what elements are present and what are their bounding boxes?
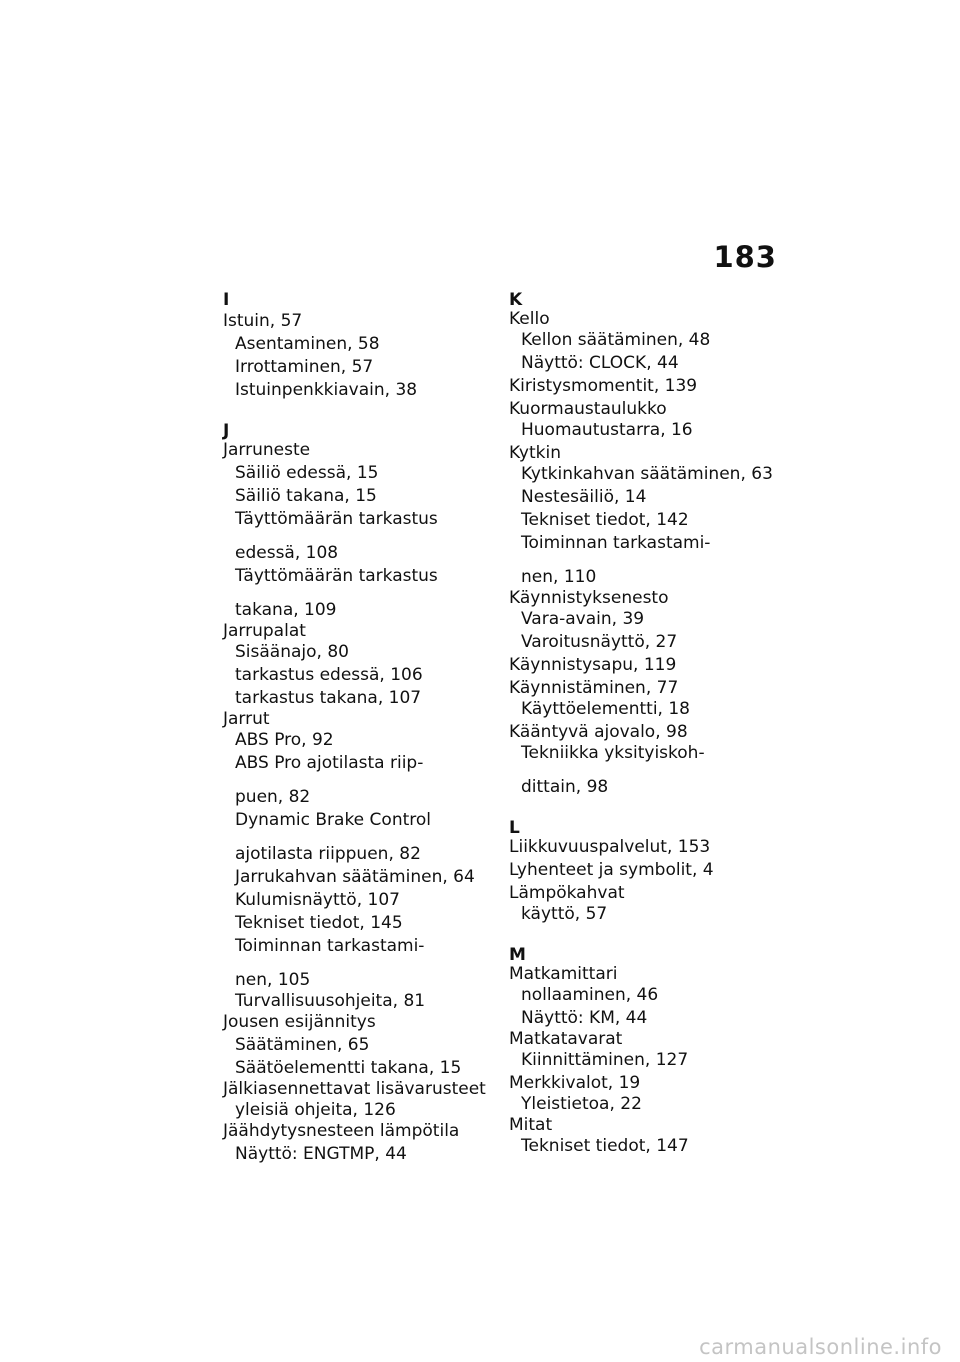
index-subentry: tarkastus takana, 107 bbox=[235, 688, 422, 708]
index-letter-k: K bbox=[509, 290, 523, 310]
index-subentry: Tekniset tiedot, 142 bbox=[521, 510, 689, 530]
index-subentry: Turvallisuusohjeita, 81 bbox=[235, 991, 426, 1011]
index-entry: Matkatavarat bbox=[509, 1029, 623, 1049]
index-subentry: Säiliö edessä, 15 bbox=[235, 463, 379, 483]
index-subentry: Toiminnan tarkastami- bbox=[521, 533, 711, 553]
index-entry: Käynnistyksenesto bbox=[509, 588, 669, 608]
index-subentry: tarkastus edessä, 106 bbox=[235, 665, 423, 685]
index-entry: Kytkin bbox=[509, 443, 561, 463]
index-subentry: Tekniikka yksityiskoh- bbox=[521, 743, 705, 763]
index-subentry: Dynamic Brake Control bbox=[235, 810, 431, 830]
index-subentry-continued: nen, 110 bbox=[521, 567, 597, 587]
index-subentry: Huomautustarra, 16 bbox=[521, 420, 693, 440]
index-subentry: ABS Pro ajotilasta riip- bbox=[235, 753, 424, 773]
index-letter-l: L bbox=[509, 818, 520, 838]
index-subentry: nollaaminen, 46 bbox=[521, 985, 659, 1005]
index-entry: Lämpökahvat bbox=[509, 883, 625, 903]
index-entry: Kuormaustaulukko bbox=[509, 399, 667, 419]
index-subentry: Kellon säätäminen, 48 bbox=[521, 330, 711, 350]
page-number: 183 bbox=[713, 240, 777, 274]
index-subentry: ABS Pro, 92 bbox=[235, 730, 334, 750]
index-subentry: Täyttömäärän tarkastus bbox=[235, 566, 438, 586]
index-entry: Käynnistäminen, 77 bbox=[509, 678, 679, 698]
index-subentry: Käyttöelementti, 18 bbox=[521, 699, 690, 719]
index-subentry: Näyttö: KM, 44 bbox=[521, 1008, 648, 1028]
index-subentry: Tekniset tiedot, 147 bbox=[521, 1136, 689, 1156]
index-entry: Käynnistysapu, 119 bbox=[509, 655, 677, 675]
index-subentry: Näyttö: CLOCK, 44 bbox=[521, 353, 679, 373]
index-subentry: Yleistietoa, 22 bbox=[521, 1094, 642, 1114]
index-subentry: Toiminnan tarkastami- bbox=[235, 936, 425, 956]
index-subentry: Täyttömäärän tarkastus bbox=[235, 509, 438, 529]
index-letter-j: J bbox=[223, 421, 230, 441]
index-entry: Jarrut bbox=[223, 709, 270, 729]
index-subentry: Säätäminen, 65 bbox=[235, 1035, 370, 1055]
index-subentry: käyttö, 57 bbox=[521, 904, 608, 924]
index-subentry: Kiinnittäminen, 127 bbox=[521, 1050, 689, 1070]
index-subentry-continued: puen, 82 bbox=[235, 787, 311, 807]
index-subentry: Tekniset tiedot, 145 bbox=[235, 913, 403, 933]
index-column-left bbox=[223, 290, 485, 1165]
index-subentry: Asentaminen, 58 bbox=[235, 334, 380, 354]
index-entry: Jousen esijännitys bbox=[223, 1012, 376, 1032]
index-entry: Jälkiasennettavat lisävarusteet bbox=[223, 1079, 486, 1099]
index-letter-m: M bbox=[509, 945, 526, 965]
watermark-text: carmanualsonline.info bbox=[699, 1335, 942, 1359]
index-entry: Jarrupalat bbox=[223, 621, 306, 641]
index-entry: Liikkuvuuspalvelut, 153 bbox=[509, 837, 711, 857]
index-subentry: Säiliö takana, 15 bbox=[235, 486, 377, 506]
index-entry: Jäähdytysnesteen lämpötila bbox=[223, 1121, 460, 1141]
index-subentry: yleisiä ohjeita, 126 bbox=[235, 1100, 396, 1120]
index-entry: Kello bbox=[509, 309, 550, 329]
index-subentry: Vara-avain, 39 bbox=[521, 609, 645, 629]
index-subentry-continued: dittain, 98 bbox=[521, 777, 609, 797]
index-subentry: Sisäänajo, 80 bbox=[235, 642, 349, 662]
index-column-right bbox=[509, 290, 771, 1157]
index-entry: Merkkivalot, 19 bbox=[509, 1073, 641, 1093]
index-entry: Kääntyvä ajovalo, 98 bbox=[509, 722, 688, 742]
index-entry: Matkamittari bbox=[509, 964, 618, 984]
index-subentry: Varoitusnäyttö, 27 bbox=[521, 632, 678, 652]
index-entry: Lyhenteet ja symbolit, 4 bbox=[509, 860, 714, 880]
index-entry: Mitat bbox=[509, 1115, 553, 1135]
index-subentry-continued: edessä, 108 bbox=[235, 543, 339, 563]
index-subentry-continued: nen, 105 bbox=[235, 970, 311, 990]
index-subentry: Istuinpenkkiavain, 38 bbox=[235, 380, 418, 400]
index-subentry-continued: ajotilasta riippuen, 82 bbox=[235, 844, 421, 864]
index-subentry-continued: takana, 109 bbox=[235, 600, 337, 620]
index-subentry: Irrottaminen, 57 bbox=[235, 357, 374, 377]
index-subentry: Näyttö: ENGTMP, 44 bbox=[235, 1144, 407, 1164]
index-entry: Jarruneste bbox=[223, 440, 311, 460]
index-subentry: Nestesäiliö, 14 bbox=[521, 487, 647, 507]
index-letter-i: I bbox=[223, 290, 230, 310]
index-subentry: Kytkinkahvan säätäminen, 63 bbox=[521, 464, 773, 484]
index-subentry: Kulumisnäyttö, 107 bbox=[235, 890, 400, 910]
index-entry: Kiristysmomentit, 139 bbox=[509, 376, 698, 396]
index-entry: Istuin, 57 bbox=[223, 311, 303, 331]
index-subentry: Jarrukahvan säätäminen, 64 bbox=[235, 867, 475, 887]
index-subentry: Säätöelementti takana, 15 bbox=[235, 1058, 462, 1078]
